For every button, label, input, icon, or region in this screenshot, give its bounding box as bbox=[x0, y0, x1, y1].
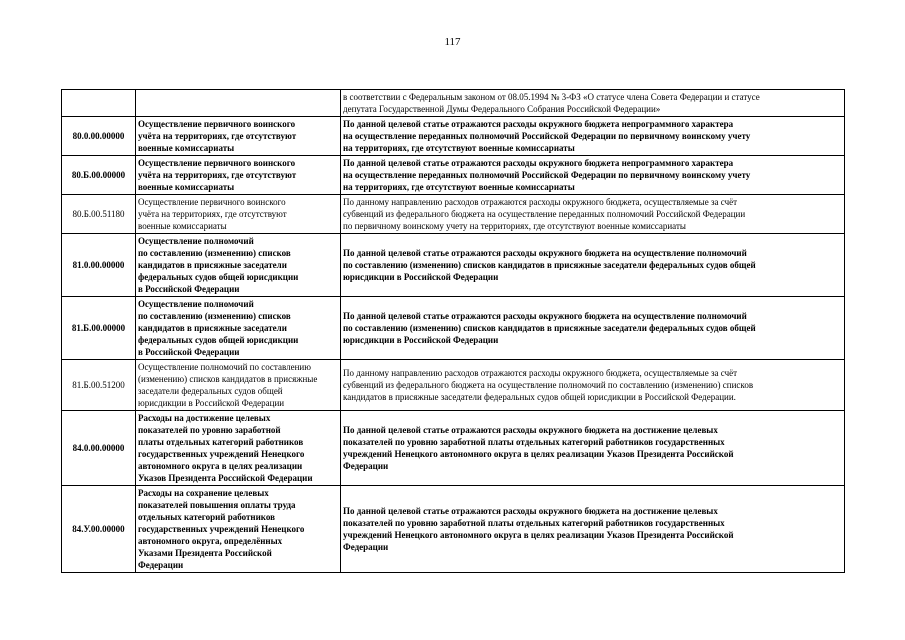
row-name: Осуществление первичного воинского учёта на территориях, где отсутствуют военные комиссариаты bbox=[136, 195, 341, 234]
table-row bbox=[62, 195, 845, 234]
table-row bbox=[62, 234, 845, 297]
row-name: Осуществление полномочий по составлению (изменению) списков кандидатов в присяжные заседатели федеральных судов общей юрисдикции в Российской Федерации bbox=[136, 234, 341, 297]
row-name: Осуществление полномочий по составлению (изменению) списков кандидатов в присяжные заседатели федеральных судов общей юрисдикции в Российской Федерации bbox=[136, 360, 341, 411]
budget-classification-table bbox=[61, 89, 845, 573]
row-code: 80.0.00.00000 bbox=[62, 117, 136, 156]
row-code: 81.0.00.00000 bbox=[62, 234, 136, 297]
row-description: По данной целевой статье отражаются расходы окружного бюджета на достижение целевых показателей по уровню заработной платы отдельных категорий работников государственных учреждений Ненецкого автономного округа в целях реализации Указов Президента Российской Федерации bbox=[341, 486, 845, 573]
row-code: 80.Б.00.00000 bbox=[62, 156, 136, 195]
row-code: 84.У.00.00000 bbox=[62, 486, 136, 573]
row-name: Осуществление первичного воинского учёта на территориях, где отсутствуют военные комиссариаты bbox=[136, 156, 341, 195]
table-row bbox=[62, 411, 845, 486]
table-row bbox=[62, 297, 845, 360]
row-name: Осуществление первичного воинского учёта на территориях, где отсутствуют военные комиссариаты bbox=[136, 117, 341, 156]
row-code: 80.Б.00.51180 bbox=[62, 195, 136, 234]
row-description: По данной целевой статье отражаются расходы окружного бюджета на осуществление полномочий по составлению (изменению) списков кандидатов в присяжные заседатели федеральных судов общей юрисдикции в Российской Федерации bbox=[341, 297, 845, 360]
row-description: По данной целевой статье отражаются расходы окружного бюджета на осуществление полномочий по составлению (изменению) списков кандидатов в присяжные заседатели федеральных судов общей юрисдикции в Российской Федерации bbox=[341, 234, 845, 297]
table-row bbox=[62, 117, 845, 156]
table-row bbox=[62, 90, 845, 117]
row-code: 81.Б.00.51200 bbox=[62, 360, 136, 411]
table-row bbox=[62, 360, 845, 411]
row-name: Расходы на сохранение целевых показателей повышения оплаты труда отдельных категорий работников государственных учреждений Ненецкого автономного округа, определённых Указами Президента Российской Федерации bbox=[136, 486, 341, 573]
row-code: 84.0.00.00000 bbox=[62, 411, 136, 486]
table-row bbox=[62, 486, 845, 573]
page-number: 117 bbox=[444, 36, 461, 48]
row-name: Расходы на достижение целевых показателей по уровню заработной платы отдельных категорий работников государственных учреждений Ненецкого автономного округа в целях реализации Указов Президента Российской Федерации bbox=[136, 411, 341, 486]
row-description: в соответствии с Федеральным законом от 08.05.1994 № 3-ФЗ «О статусе члена Совета Федерации и статусе депутата Государственной Думы Федерального Собрания Российской Федерации» bbox=[341, 90, 845, 117]
table-row bbox=[62, 156, 845, 195]
row-description: По данному направлению расходов отражаются расходы окружного бюджета, осуществляемые за счёт субвенций из федерального бюджета на осуществление полномочий по составлению (изменению) списков кандидатов в присяжные заседатели федеральных судов общей юрисдикции в Российской Федерации. bbox=[341, 360, 845, 411]
row-description: По данной целевой статье отражаются расходы окружного бюджета непрограммного характера на осуществление переданных полномочий Российской Федерации по первичному воинскому учету на территориях, где отсутствуют военные комиссариаты bbox=[341, 117, 845, 156]
row-code bbox=[62, 90, 136, 117]
row-description: По данной целевой статье отражаются расходы окружного бюджета непрограммного характера на осуществление переданных полномочий Российской Федерации по первичному воинскому учету на территориях, где отсутствуют военные комиссариаты bbox=[341, 156, 845, 195]
row-description: По данному направлению расходов отражаются расходы окружного бюджета, осуществляемые за счёт субвенций из федерального бюджета на осуществление переданных полномочий Российской Федерации по первичному воинскому учету на территориях, где отсутствуют военные комиссариаты bbox=[341, 195, 845, 234]
row-name bbox=[136, 90, 341, 117]
row-name: Осуществление полномочий по составлению (изменению) списков кандидатов в присяжные заседатели федеральных судов общей юрисдикции в Российской Федерации bbox=[136, 297, 341, 360]
row-description: По данной целевой статье отражаются расходы окружного бюджета на достижение целевых показателей по уровню заработной платы отдельных категорий работников государственных учреждений Ненецкого автономного округа в целях реализации Указов Президента Российской Федерации bbox=[341, 411, 845, 486]
row-code: 81.Б.00.00000 bbox=[62, 297, 136, 360]
